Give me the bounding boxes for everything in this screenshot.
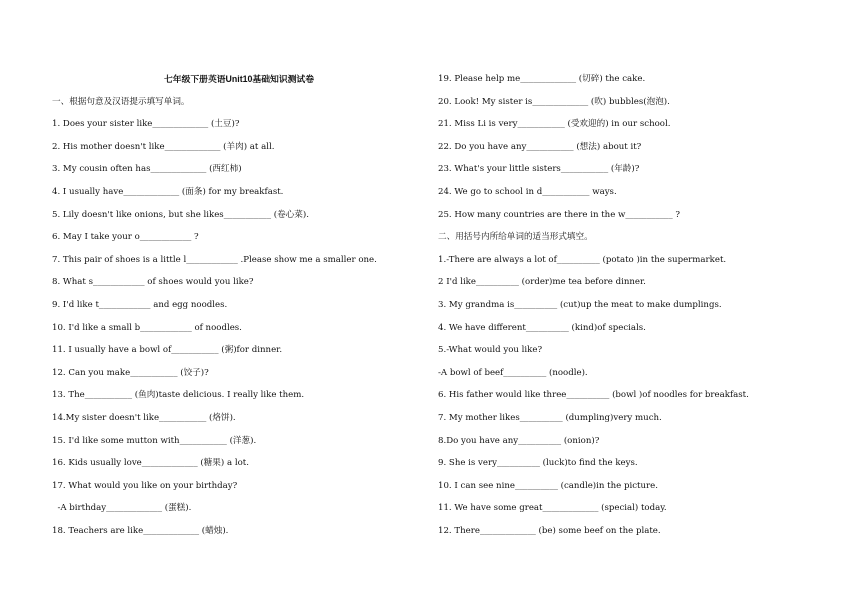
- question-item: 13. The___________ (鱼肉)taste delicious. I really like them.: [52, 390, 305, 401]
- question-item: 1. Does your sister like_____________ (土豆)?: [52, 119, 240, 130]
- question-item: -A birthday_____________ (蛋糕).: [52, 503, 192, 514]
- question-item: 20. Look! My sister is_____________ (吹) bubbles(泡泡).: [438, 96, 670, 107]
- right-column: [438, 68, 838, 542]
- question-item: 24. We go to school in d___________ ways.: [438, 186, 617, 197]
- question-item: 4. I usually have_____________ (面条) for my breakfast.: [52, 186, 284, 197]
- question-item: 10. I'd like a small b____________ of noodles.: [52, 322, 242, 333]
- question-item: 2. His mother doesn't like_____________ (羊肉) at all.: [52, 141, 275, 152]
- question-item: 8. What s____________ of shoes would you like?: [52, 277, 254, 288]
- question-item: 12. There_____________ (be) some beef on the plate.: [438, 525, 661, 536]
- question-item: 6. His father would like three__________ (bowl )of noodles for breakfast.: [438, 390, 749, 401]
- question-item: 25. How many countries are there in the w___________ ?: [438, 209, 680, 220]
- question-item: 3. My cousin often has_____________ (西红柿): [52, 164, 242, 175]
- question-item: 2 I'd like__________ (order)me tea before dinner.: [438, 277, 646, 288]
- question-item: 23. What's your little sisters___________ (年龄)?: [438, 164, 640, 175]
- question-item: 18. Teachers are like_____________ (蜡烛).: [52, 525, 229, 536]
- question-item: 9. She is very__________ (luck)to find the keys.: [438, 458, 638, 469]
- question-item: 5. Lily doesn't like onions, but she likes___________ (卷心菜).: [52, 209, 309, 220]
- question-item: 1.-There are always a lot of__________ (potato )in the supermarket.: [438, 254, 727, 265]
- question-item: 4. We have different__________ (kind)of specials.: [438, 322, 646, 333]
- question-item: 7. This pair of shoes is a little l____________ .Please show me a smaller one.: [52, 254, 377, 265]
- question-item: 16. Kids usually love_____________ (糖果) a lot.: [52, 458, 249, 469]
- question-item: 14.My sister doesn't like___________ (烙饼).: [52, 412, 236, 423]
- question-item: 21. Miss Li is very___________ (受欢迎的) in our school.: [438, 119, 671, 130]
- question-item: 3. My grandma is__________ (cut)up the meat to make dumplings.: [438, 299, 722, 310]
- question-item: 19. Please help me_____________ (切碎) the cake.: [438, 74, 646, 84]
- page-title: 七年级下册英语Unit10基础知识测试卷: [163, 74, 315, 84]
- section-heading-1: 一、根据句意及汉语提示填写单词。: [52, 96, 190, 107]
- question-item: 15. I'd like some mutton with___________ (洋葱).: [52, 435, 257, 446]
- section-heading-2: 二、用括号内所给单词的适当形式填空。: [438, 232, 593, 243]
- question-item: 9. I'd like t____________ and egg noodles.: [52, 299, 228, 310]
- question-item: 10. I can see nine__________ (candle)in the picture.: [438, 480, 658, 491]
- question-item: 22. Do you have any___________ (想法) about it?: [438, 141, 642, 152]
- question-item: 6. May I take your o____________ ?: [52, 232, 199, 243]
- question-item: 11. I usually have a bowl of___________ (粥)for dinner.: [52, 345, 283, 356]
- question-item: 5.-What would you like?: [438, 345, 543, 356]
- left-column: [52, 68, 420, 542]
- question-item: 11. We have some great_____________ (special) today.: [438, 503, 667, 514]
- question-item: 17. What would you like on your birthday?: [52, 480, 238, 491]
- question-item: 7. My mother likes__________ (dumpling)very much.: [438, 412, 662, 423]
- question-item: -A bowl of beef__________ (noodle).: [438, 367, 588, 378]
- question-item: 8.Do you have any__________ (onion)?: [438, 435, 600, 446]
- question-item: 12. Can you make___________ (饺子)?: [52, 367, 209, 378]
